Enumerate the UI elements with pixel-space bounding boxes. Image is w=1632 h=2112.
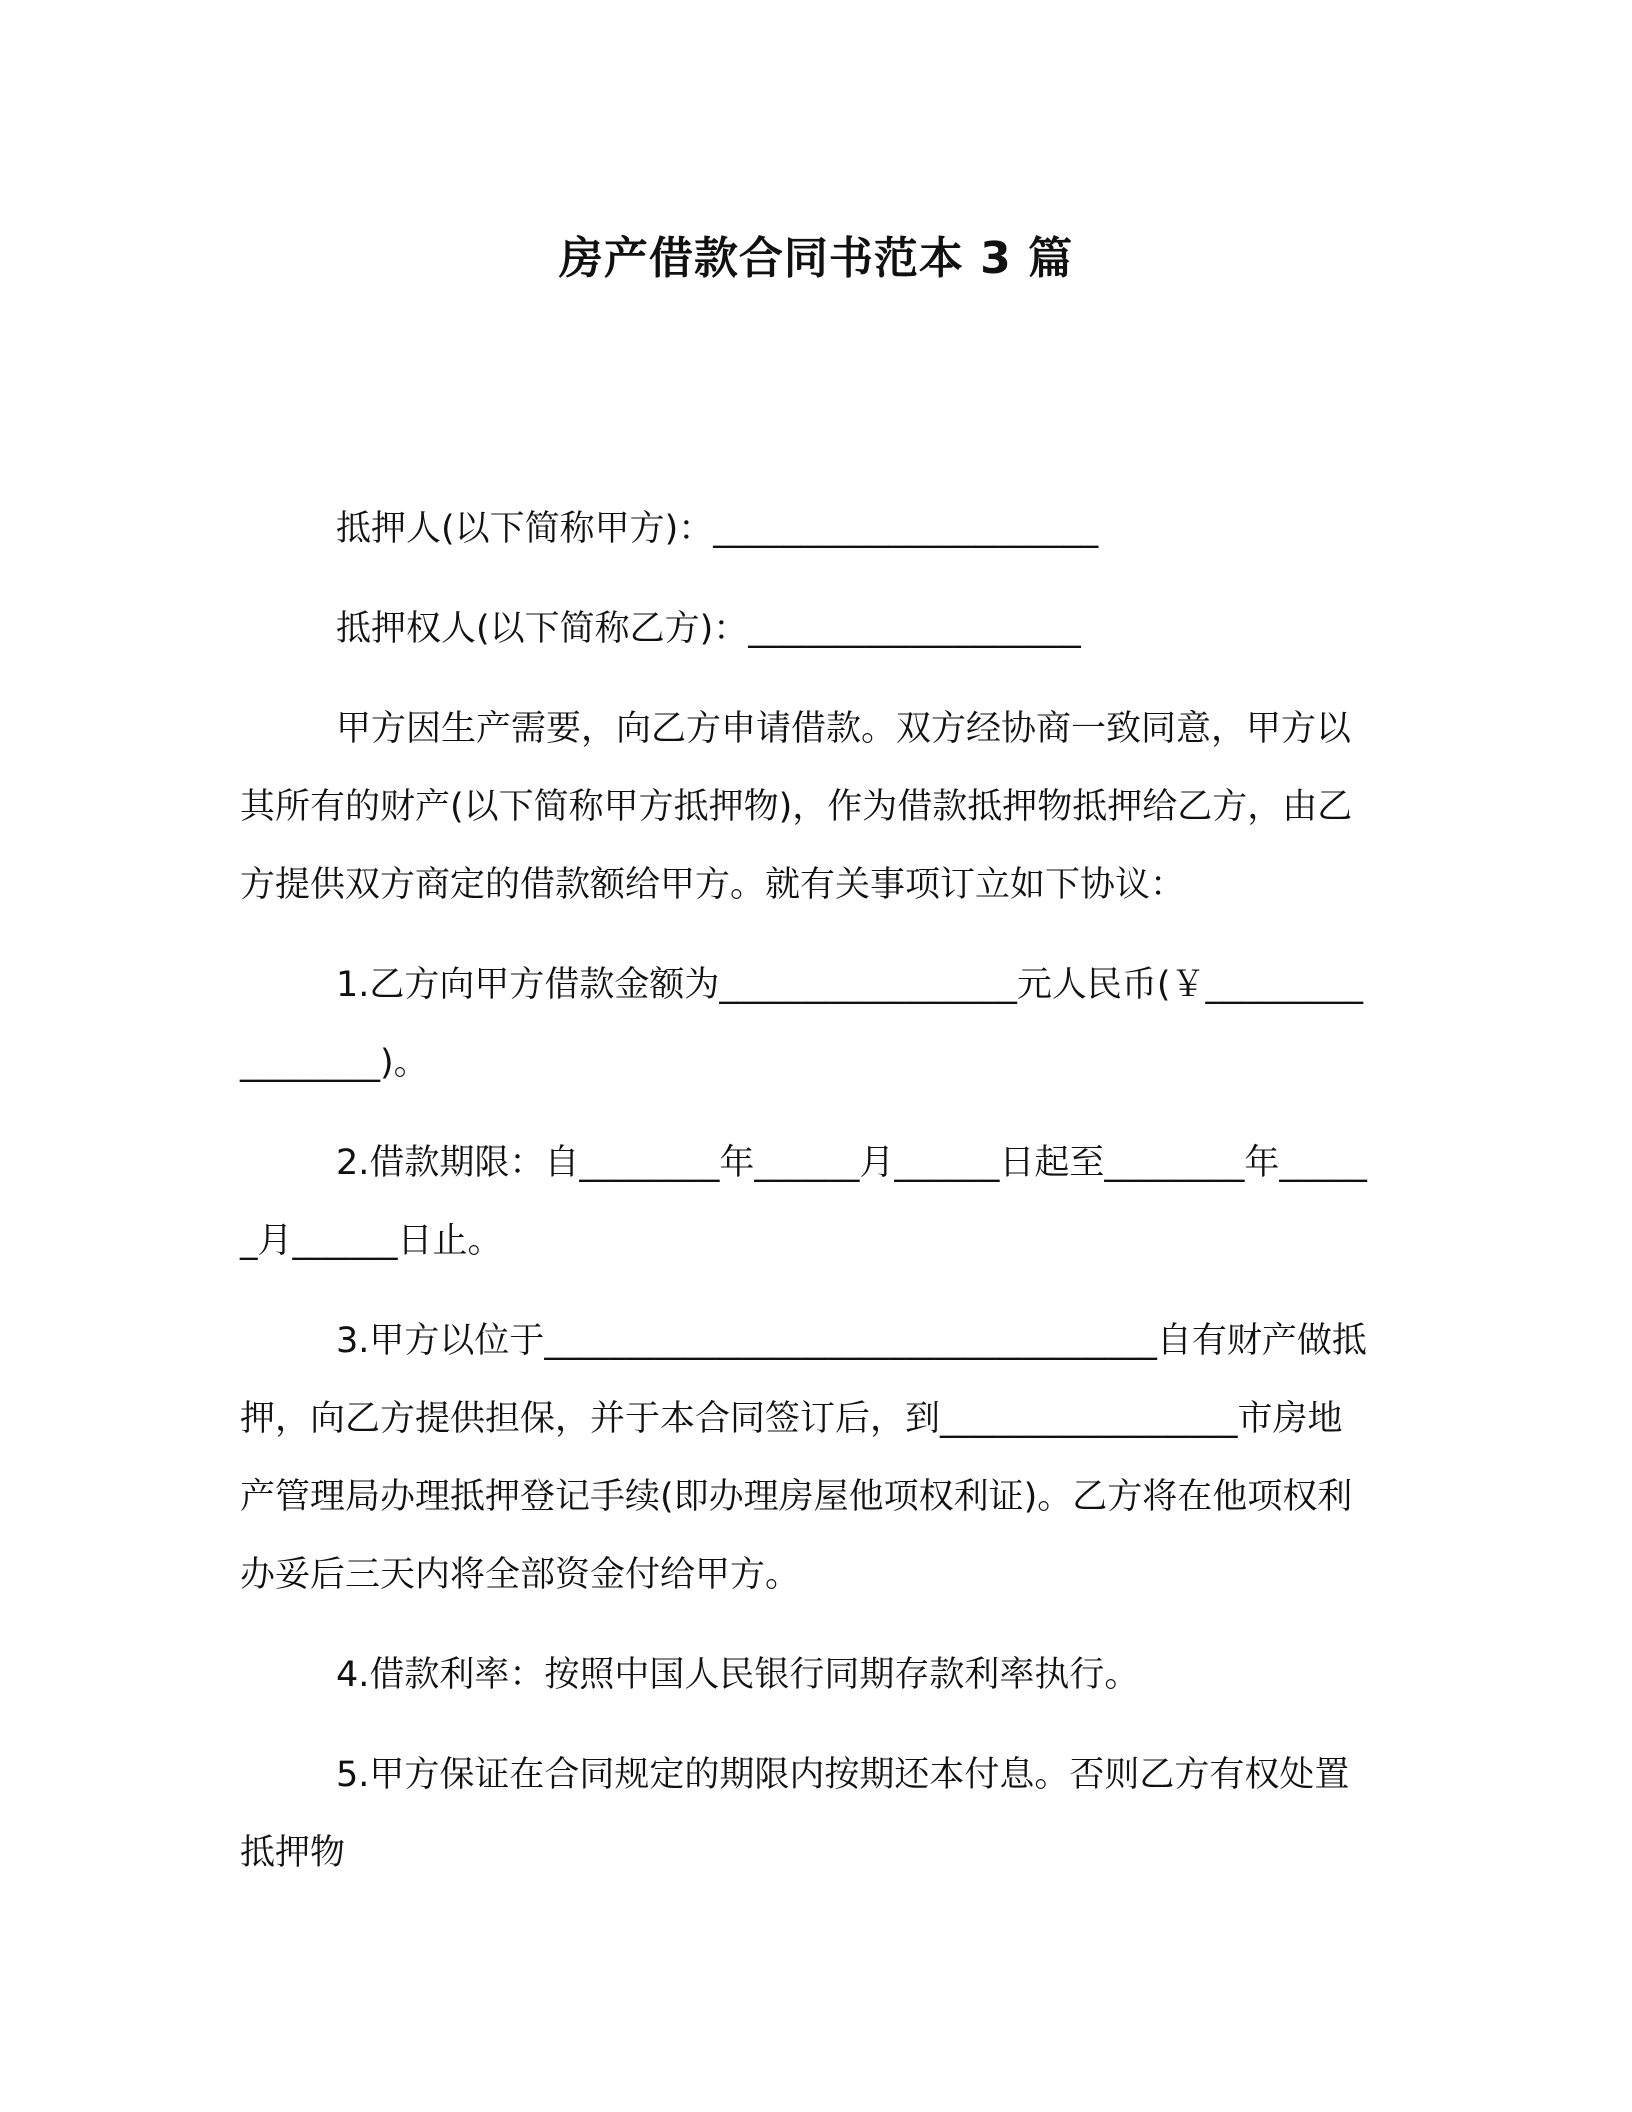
paragraph-clause-3: 3.甲方以位于___________________________________自有财产做抵押，向乙方提供担保，并于本合同签订后，到_________________市房地产管理局办理抵押登记手续(即办理房屋他项权利证)。乙方将在他项权利办妥后三天内将全部资金付给甲方。 — [240, 1321, 1367, 1595]
paragraph-clause-4: 4.借款利率：按照中国人民银行同期存款利率执行。 — [336, 1655, 1140, 1695]
paragraph-mortgagor: 抵押人(以下简称甲方)：______________________ — [336, 509, 1099, 549]
paragraph-clause-5: 5.甲方保证在合同规定的期限内按期还本付息。否则乙方有权处置抵押物 — [240, 1755, 1350, 1873]
paragraph-preamble: 甲方因生产需要，向乙方申请借款。双方经协商一致同意，甲方以其所有的财产(以下简称甲方抵押物)，作为借款抵押物抵押给乙方，由乙方提供双方商定的借款额给甲方。就有关事项订立如下协议： — [240, 709, 1353, 905]
document-title: 房产借款合同书范本 3 篇 — [558, 233, 1074, 284]
paragraph-clause-1: 1.乙方向甲方借款金额为_________________元人民币(￥_________________)。 — [240, 965, 1364, 1083]
paragraph-mortgagee: 抵押权人(以下简称乙方)：___________________ — [336, 609, 1081, 649]
document-body — [240, 490, 1370, 1914]
paragraph-clause-2: 2.借款期限：自________年______月______日起至________年______月______日止。 — [240, 1143, 1367, 1261]
